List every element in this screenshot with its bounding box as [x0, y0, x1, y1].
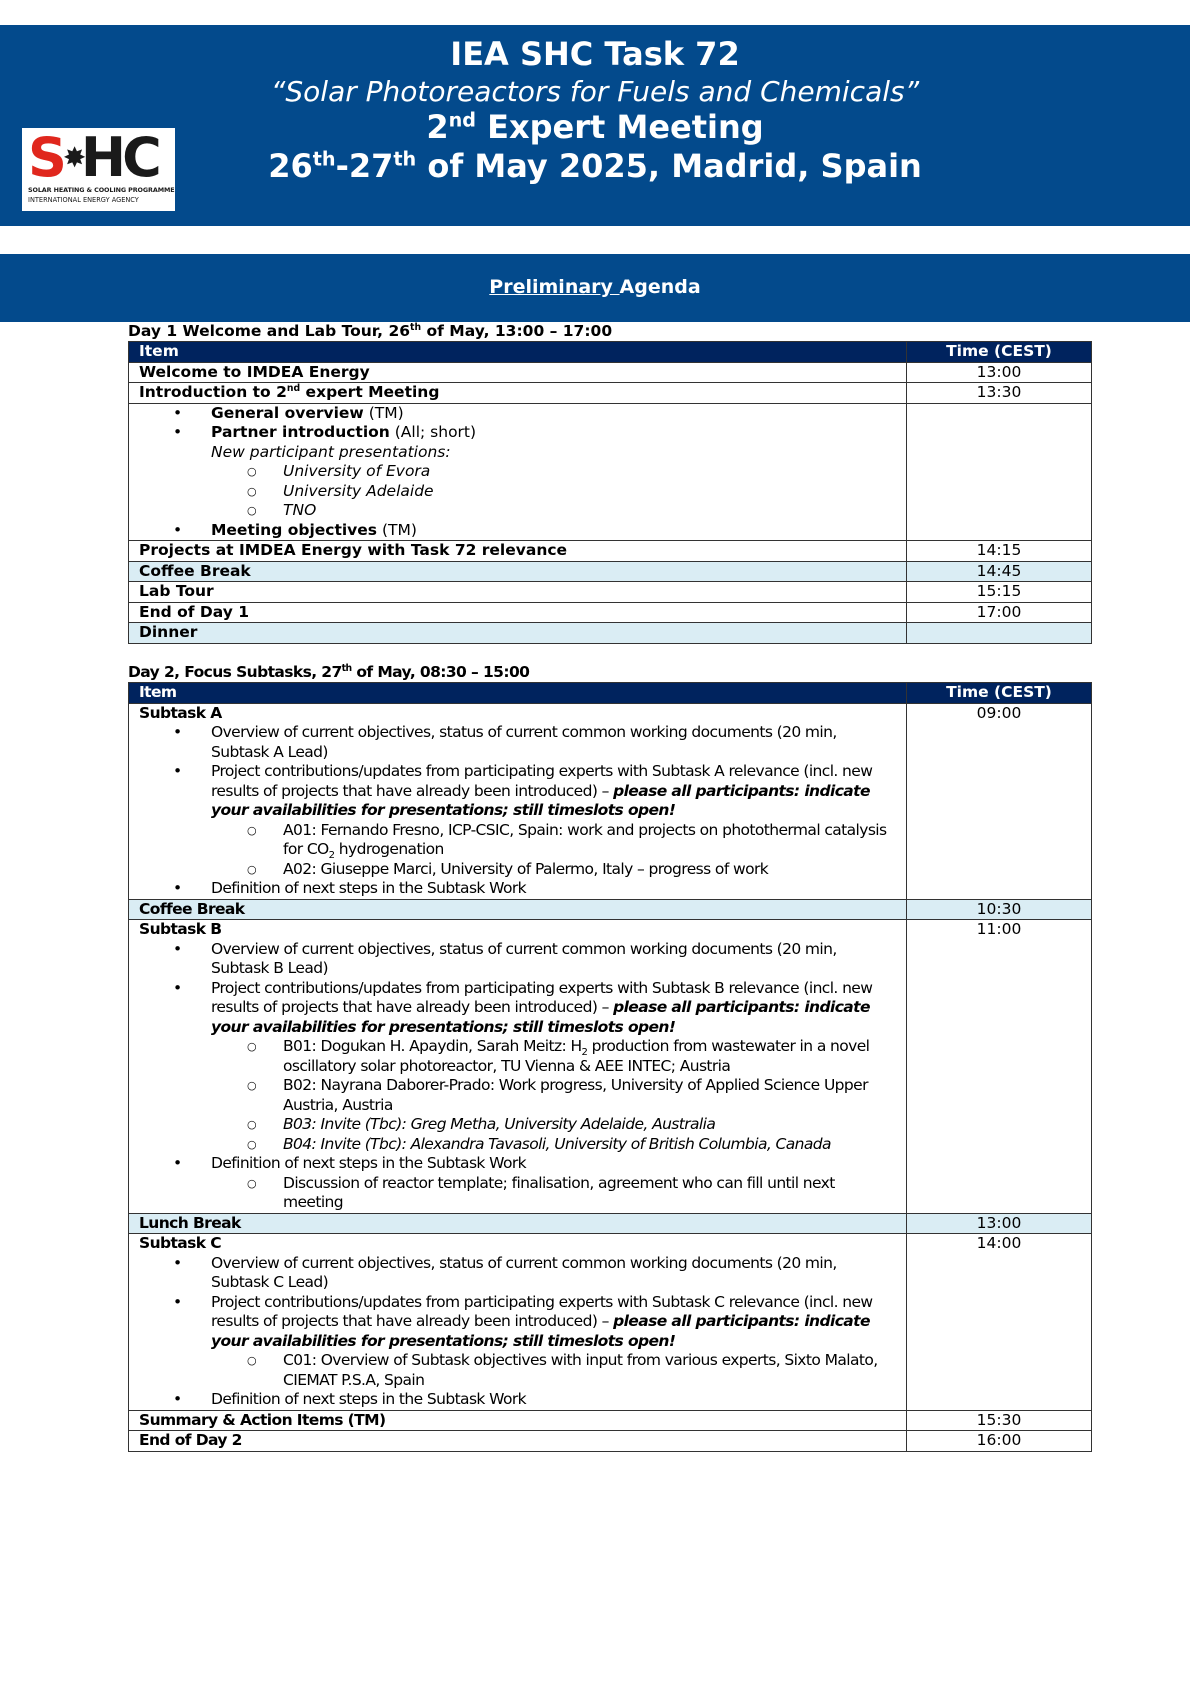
table-row-break [129, 1213, 1092, 1234]
column-header-item: Item [129, 683, 907, 704]
agenda-time: 14:00 [907, 1234, 1092, 1411]
bullet-list [139, 521, 896, 541]
agenda-time [907, 403, 1092, 541]
shc-logo-mark: S ✸ HC [28, 126, 158, 189]
day1-agenda-table [128, 341, 1092, 644]
agenda-item: Lunch Break [129, 1213, 907, 1234]
table-row [129, 1410, 1092, 1431]
table-row-break [129, 561, 1092, 582]
table-row-break [129, 899, 1092, 920]
column-header-time: Time (CEST) [907, 342, 1092, 363]
document-subtitle: “Solar Photoreactors for Fuels and Chemicals” [270, 75, 920, 108]
day1-heading: Day 1 Welcome and Lab Tour, 26th of May, 13:00 – 17:00 [128, 321, 613, 340]
sub-bullet-list [139, 462, 896, 521]
list-item: • Overview of current objectives, status of current common working documents (20 min, Subtask C Lead) [139, 1254, 896, 1293]
logo-agency-name: INTERNATIONAL ENERGY AGENCY [28, 196, 139, 204]
meeting-date-location: 26th-27th of May 2025, Madrid, Spain [268, 147, 922, 185]
table-header-row [129, 683, 1092, 704]
table-row [129, 403, 1092, 541]
day2-agenda-table [128, 682, 1092, 1452]
agenda-item: Projects at IMDEA Energy with Task 72 relevance [129, 541, 907, 562]
table-row-break [129, 623, 1092, 644]
list-item: • Definition of next steps in the Subtask Work [139, 879, 896, 899]
list-item: • Overview of current objectives, status of current common working documents (20 min, Subtask B Lead) [139, 940, 896, 979]
list-item: ○ B01: Dogukan H. Apaydin, Sarah Meitz: $H_2$ production from wastewater in a novel oscillatory solar photoreactor, TU Vienna & AEE INTEC; Austria [211, 1037, 896, 1076]
list-item: ○ University Adelaide [211, 482, 896, 502]
agenda-item: Lab Tour [129, 582, 907, 603]
list-item: ○ A02: Giuseppe Marci, University of Palermo, Italy – progress of work [211, 860, 896, 880]
agenda-item: Coffee Break [129, 899, 907, 920]
list-item: ○ Discussion of reactor template; finalisation, agreement who can fill until next meeting [211, 1174, 896, 1213]
list-item: • Meeting objectives (TM) [139, 521, 896, 541]
agenda-item: Summary & Action Items (TM) [129, 1410, 907, 1431]
list-item: • General overview (TM) [139, 404, 896, 424]
table-row [129, 362, 1092, 383]
agenda-time: 14:15 [907, 541, 1092, 562]
bullet-list [139, 723, 896, 899]
column-header-time: Time (CEST) [907, 683, 1092, 704]
meeting-name: 2nd Expert Meeting [426, 108, 764, 146]
agenda-time: 11:00 [907, 920, 1092, 1214]
list-item: • Overview of current objectives, status of current common working documents (20 min, Subtask A Lead) [139, 723, 896, 762]
agenda-item: Introduction to 2nd expert Meeting [129, 383, 907, 404]
list-item: • Definition of next steps in the Subtask Work ○ Discussion of reactor template; finalisation, agreement who can fill until next meeting [139, 1154, 896, 1213]
list-item: ○ B02: Nayrana Daborer-Prado: Work progress, University of Applied Science Upper Austria, Austria [211, 1076, 896, 1115]
table-header-row [129, 342, 1092, 363]
sub-bullet-list [211, 821, 896, 880]
list-item: ○ B04: Invite (Tbc): Alexandra Tavasoli, University of British Columbia, Canada [211, 1135, 896, 1155]
agenda-time: 17:00 [907, 602, 1092, 623]
list-item: • Definition of next steps in the Subtask Work [139, 1390, 896, 1410]
table-row-subtask-c [129, 1234, 1092, 1411]
table-row [129, 541, 1092, 562]
agenda-item-details [129, 403, 907, 541]
agenda-time: 15:15 [907, 582, 1092, 603]
header-banner [0, 25, 1190, 226]
agenda-item: Welcome to IMDEA Energy [129, 362, 907, 383]
agenda-item: Coffee Break [129, 561, 907, 582]
agenda-item-details [129, 703, 907, 899]
table-row-subtask-b [129, 920, 1092, 1214]
agenda-item-details [129, 920, 907, 1214]
table-row-subtask-a [129, 703, 1092, 899]
agenda-time: 13:00 [907, 362, 1092, 383]
sun-burst-icon: ✸ [62, 141, 87, 174]
agenda-banner [0, 254, 1190, 322]
list-item: • Project contributions/updates from participating experts with Subtask B relevance (incl. new results of projects that have already been introduced) – please all participants: indicate your availabilities for presentations; still timeslots open! ○ B01: Dogukan H. Apaydin, Sarah Meitz: $H_2$ production from wastewater in a novel oscillatory solar photoreactor, TU Vienna & AEE INTEC; Austria ○ B02: Nayrana Daborer-Prado: Work progress, University of Applied Science Upper Austria, Austria ○ B03: Invite (Tbc): Greg Metha, University Adelaide, Australia ○ B04: Invite (Tbc): Alexandra Tavasoli, University of British Columbia, Canada [139, 979, 896, 1155]
agenda-title: Preliminary Agenda [489, 276, 701, 298]
sub-bullet-list [211, 1351, 896, 1390]
agenda-time: 14:45 [907, 561, 1092, 582]
subtask-title: Subtask A [139, 703, 222, 722]
list-note: New participant presentations: [211, 442, 451, 461]
subtask-title: Subtask B [139, 920, 222, 938]
agenda-time: 16:00 [907, 1431, 1092, 1452]
agenda-item: Dinner [129, 623, 907, 644]
list-item: ○ A01: Fernando Fresno, ICP-CSIC, Spain: work and projects on photothermal catalysis for $CO_2$ hydrogenation [211, 821, 896, 860]
agenda-time: 13:00 [907, 1213, 1092, 1234]
table-row [129, 1431, 1092, 1452]
day2-heading: Day 2, Focus Subtasks, 27th of May, 08:30 – 15:00 [128, 662, 530, 681]
list-item: ○ C01: Overview of Subtask objectives with input from various experts, Sixto Malato, CIEMAT P.S.A, Spain [211, 1351, 896, 1390]
column-header-item: Item [129, 342, 907, 363]
agenda-time: 09:00 [907, 703, 1092, 899]
table-row [129, 383, 1092, 404]
logo-programme-name: SOLAR HEATING & COOLING PROGRAMME [28, 186, 175, 194]
sub-bullet-list [211, 1037, 896, 1154]
agenda-time: 10:30 [907, 899, 1092, 920]
document-title: IEA SHC Task 72 [450, 35, 740, 73]
agenda-item-details [129, 1234, 907, 1411]
bullet-list [139, 1254, 896, 1410]
list-item: ○ B03: Invite (Tbc): Greg Metha, University Adelaide, Australia [211, 1115, 896, 1135]
agenda-item: End of Day 1 [129, 602, 907, 623]
list-item: ○ University of Evora [211, 462, 896, 482]
list-item: • Partner introduction (All; short) [139, 423, 896, 443]
agenda-time: 13:30 [907, 383, 1092, 404]
subtask-title: Subtask C [139, 1234, 222, 1252]
bullet-list [139, 940, 896, 1213]
agenda-time: 15:30 [907, 1410, 1092, 1431]
agenda-item: End of Day 2 [129, 1431, 907, 1452]
table-row [129, 602, 1092, 623]
table-row [129, 582, 1092, 603]
agenda-time [907, 623, 1092, 644]
bullet-list [139, 404, 896, 443]
sub-bullet-list [211, 1174, 896, 1213]
shc-logo [22, 128, 175, 211]
list-item: • Project contributions/updates from participating experts with Subtask A relevance (incl. new results of projects that have already been introduced) – please all participants: indicate your availabilities for presentations; still timeslots open! ○ A01: Fernando Fresno, ICP-CSIC, Spain: work and projects on photothermal catalysis for $CO_2$ hydrogenation ○ A02: Giuseppe Marci, University of Palermo, Italy – progress of work [139, 762, 896, 879]
list-item: ○ TNO [211, 501, 896, 521]
list-item: • Project contributions/updates from participating experts with Subtask C relevance (incl. new results of projects that have already been introduced) – please all participants: indicate your availabilities for presentations; still timeslots open! ○ C01: Overview of Subtask objectives with input from various experts, Sixto Malato, CIEMAT P.S.A, Spain [139, 1293, 896, 1391]
